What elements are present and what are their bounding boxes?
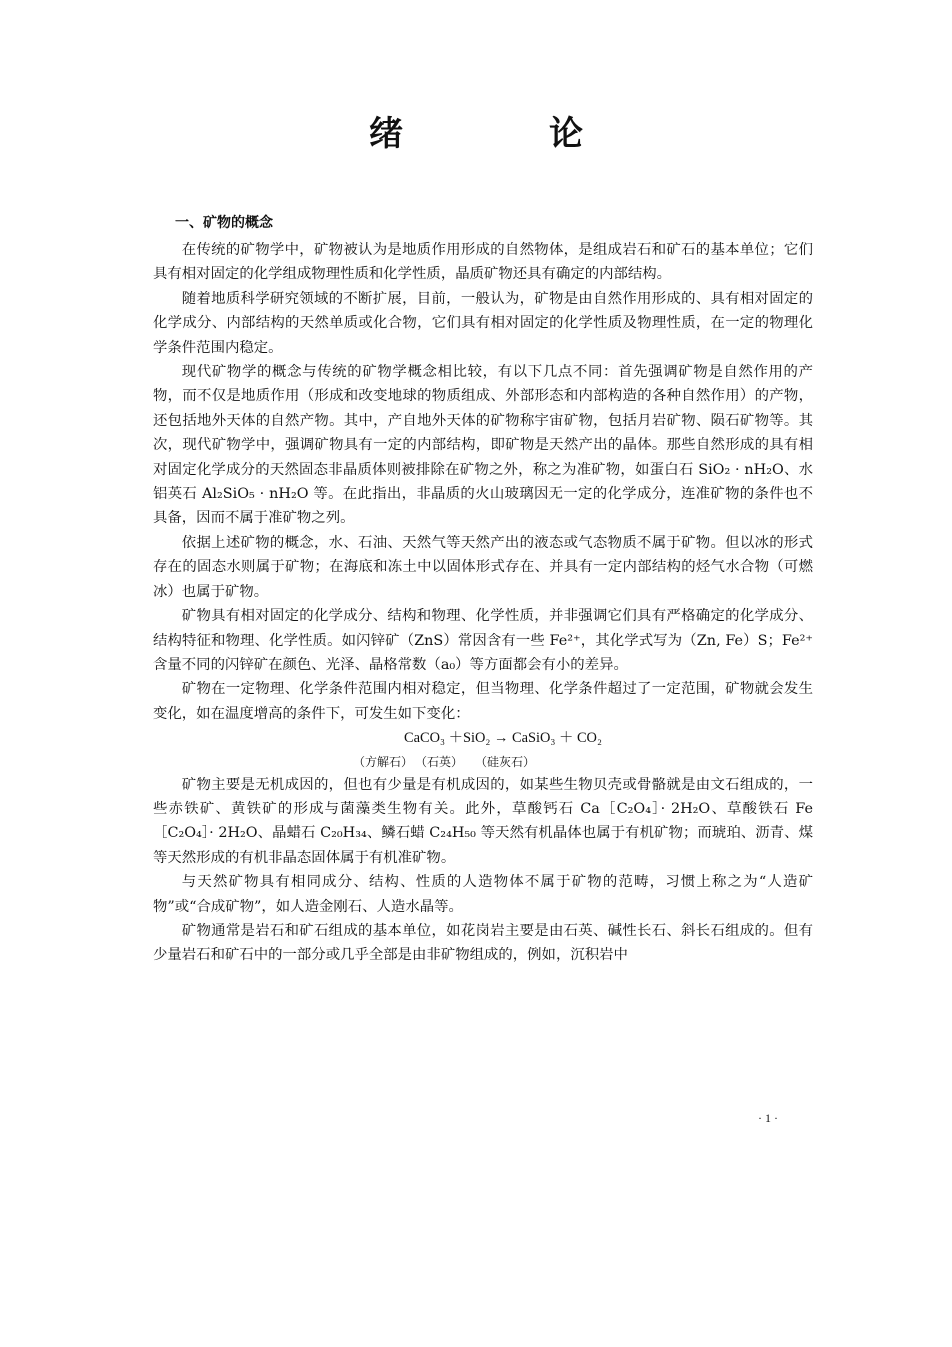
note-quartz: （石英） — [421, 754, 464, 769]
equation-mineral-names — [353, 751, 813, 773]
page-title: 绪 论 — [369, 114, 639, 154]
paragraph-6: 矿物在一定物理、化学条件范围内相对稳定，但当物理、化学条件超过了一定范围，矿物就会发生变化，如在温度增高的条件下，可发生如下变化： — [153, 681, 813, 722]
paragraph-3: 现代矿物学的概念与传统的矿物学概念相比较，有以下几点不同：首先强调矿物是自然作用的产物，而不仅是地质作用（形成和改变地球的物质组成、外部形态和内部构造的各种自然作用）的产物，还包括地外天体的自然产物。其中，产自地外天体的矿物称宇宙矿物，包括月岩矿物、陨石矿物等。其次，现代矿物学中，强调矿物具有一定的内部结构，即矿物是天然产出的晶体。那些自然形成的具有相对固定化学成分的天然固态非晶质体则被排除在矿物之外，称之为准矿物，如蛋白石 SiO₂ · nH₂O、水铝英石 Al₂SiO₅ · nH₂O 等。在此指出，非晶质的火山玻璃因无一定的化学成分，连准矿物的条件也不具备，因而不属于准矿物之列。 — [153, 364, 813, 527]
paragraph-7: 矿物主要是无机成因的，但也有少量是有机成因的，如某些生物贝壳或骨骼就是由文石组成的，一些赤铁矿、黄铁矿的形成与菌藻类生物有关。此外，草酸钙石 Ca［C₂O₄］· 2H₂O、草酸铁石 Fe［C₂O₄］· 2H₂O、晶蜡石 C₂₀H₃₄、鳞石蜡 C₂₄H₅₀ 等天然有机晶体也属于有机矿物；而琥珀、沥青、煤等天然形成的有机非晶态固体属于有机准矿物。 — [153, 776, 813, 866]
paragraph-5: 矿物具有相对固定的化学成分、结构和物理、化学性质，并非强调它们具有严格确定的化学成分、结构特征和物理、化学性质。如闪锌矿（ZnS）常因含有一些 Fe²⁺，其化学式写为（Zn, Fe）S；Fe²⁺含量不同的闪锌矿在颜色、光泽、晶格常数（a₀）等方面都会有小的差异。 — [153, 608, 813, 673]
paragraph-1: 在传统的矿物学中，矿物被认为是地质作用形成的自然物体，是组成岩石和矿石的基本单位；它们具有相对固定的化学组成物理性质和化学性质，晶质矿物还具有确定的内部结构。 — [153, 242, 813, 283]
chemical-equation: CaCO₃ ＋SiO₂ → CaSiO₃ ＋ CO₂ — [404, 730, 602, 747]
note-calcite: （方解石） — [353, 754, 414, 769]
page-number: · 1 · — [758, 1111, 778, 1125]
section-heading: 一、矿物的概念 — [175, 215, 273, 231]
paragraph-4: 依据上述矿物的概念，水、石油、天然气等天然产出的液态或气态物质不属于矿物。但以冰的形式存在的固态水则属于矿物；在海底和冻土中以固体形式存在、并具有一定内部结构的烃气水合物（可燃冰）也属于矿物。 — [153, 534, 813, 600]
paragraph-8: 与天然矿物具有相同成分、结构、性质的人造物体不属于矿物的范畴，习惯上称之为“人造矿物”或“合成矿物”，如人造金刚石、人造水晶等。 — [153, 874, 813, 915]
paragraph-9: 矿物通常是岩石和矿石组成的基本单位，如花岗岩主要是由石英、碱性长石、斜长石组成的。但有少量岩石和矿石中的一部分或几乎全部是由非矿物组成的，例如，沉积岩中 — [153, 922, 813, 964]
note-wollastonite: （硅灰石） — [481, 754, 536, 769]
paragraph-2: 随着地质科学研究领域的不断扩展，目前，一般认为，矿物是由自然作用形成的、具有相对固定的化学成分、内部结构的天然单质或化合物，它们具有相对固定的化学性质及物理性质，在一定的物理化学条件范围内稳定。 — [153, 290, 813, 356]
body-text — [153, 208, 813, 968]
